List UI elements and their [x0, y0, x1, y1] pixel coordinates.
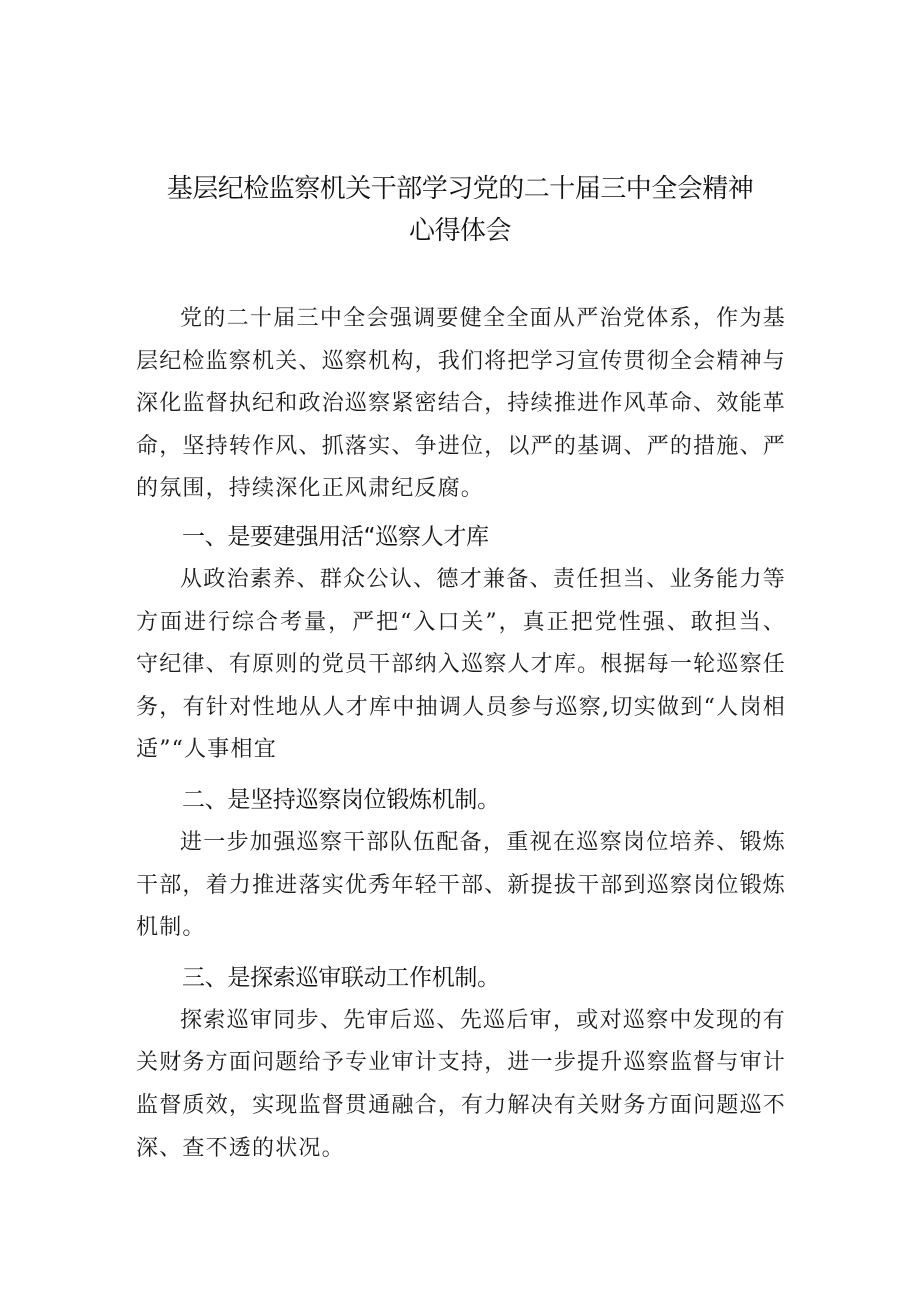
section-heading-2: 二、是坚持巡察岗位锻炼机制。 [182, 786, 500, 813]
title-line-2: 心得体会 [408, 216, 511, 246]
document-title [0, 168, 920, 252]
section-heading-3: 三、是探索巡审联动工作机制。 [182, 964, 500, 991]
section-body-3: 探索巡审同步、先审后巡、先巡后审，或对巡察中发现的有关财务方面问题给予专业审计支持，进一步提升巡察监督与审计监督质效，实现监督贯通融合，有力解决有关财务方面问题巡不深、查不透的状况。 [136, 1007, 786, 1161]
intro-paragraph: 党的二十届三中全会强调要健全全面从严治党体系，作为基层纪检监察机关、巡察机构，我们将把学习宣传贯彻全会精神与深化监督执纪和政治巡察紧密结合，持续推进作风革命、效能革命，坚持转作风、抓落实、争进位，以严的基调、严的措施、严的氛围，持续深化正风肃纪反腐。 [136, 306, 786, 502]
title-line-1: 基层纪检监察机关干部学习党的二十届三中全会精神 [166, 174, 754, 204]
section-body-1: 从政治素养、群众公认、德才兼备、责任担当、业务能力等方面进行综合考量，严把“入口关”，真正把党性强、敢担当、守纪律、有原则的党员干部纳入巡察人才库。根据每一轮巡察任务，有针对性地从人才库中抽调人员参与巡察,切实做到“人岗相适”“人事相宜 [136, 566, 786, 763]
section-heading-1: 一、是要建强用活“巡察人才库 [182, 523, 489, 550]
section-body-2: 进一步加强巡察干部队伍配备，重视在巡察岗位培养、锻炼干部，着力推进落实优秀年轻干部、新提拔干部到巡察岗位锻炼机制。 [136, 829, 786, 941]
document-body [136, 298, 786, 1170]
